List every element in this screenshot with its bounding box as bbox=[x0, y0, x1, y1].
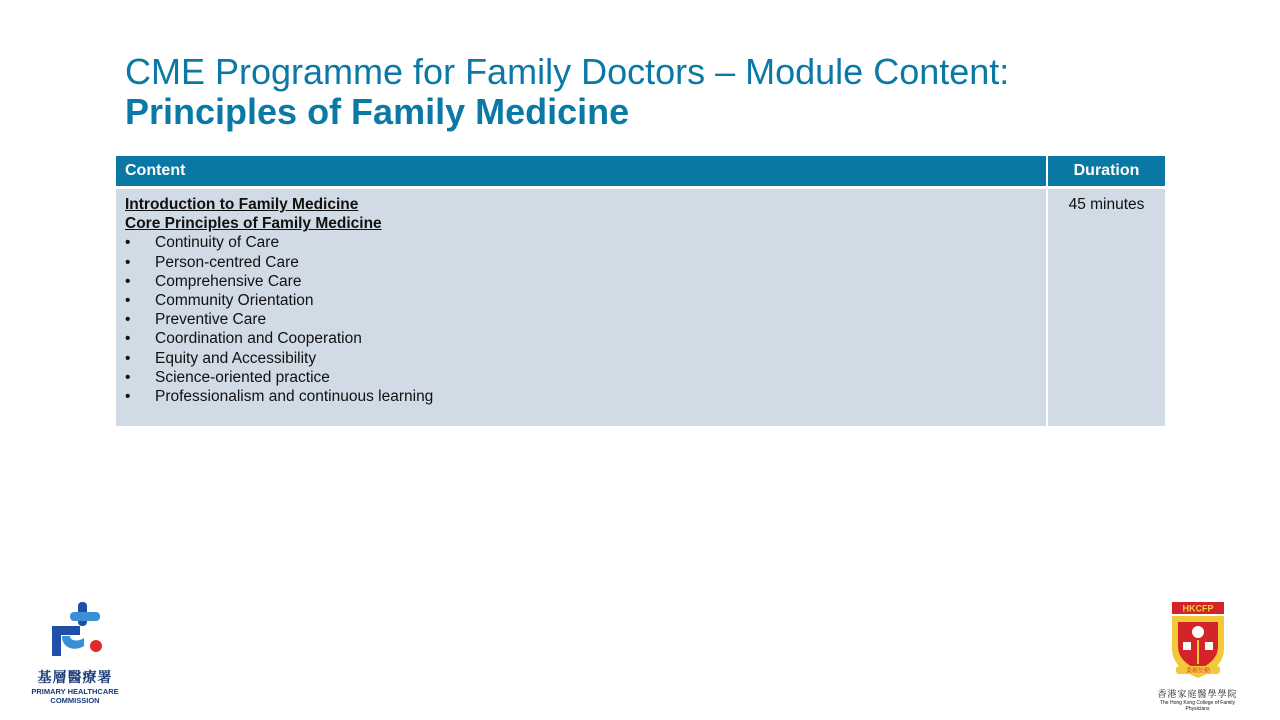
list-item bbox=[125, 349, 1037, 368]
list-item bbox=[125, 368, 1037, 387]
duration-cell: 45 minutes bbox=[1047, 189, 1165, 426]
hkcfp-crest-icon bbox=[1168, 600, 1228, 682]
bullet-marker: • bbox=[125, 234, 131, 252]
bullet-marker: • bbox=[125, 272, 131, 290]
content-cell bbox=[116, 189, 1047, 426]
list-item-text: Science-oriented practice bbox=[155, 368, 330, 386]
list-item-text: Coordination and Cooperation bbox=[155, 330, 362, 348]
bullet-marker: • bbox=[125, 253, 131, 271]
bullet-marker: • bbox=[125, 330, 131, 348]
list-item bbox=[125, 233, 1037, 252]
header-content: Content bbox=[116, 156, 1047, 186]
slide-title bbox=[125, 52, 1225, 132]
bullet-marker: • bbox=[125, 368, 131, 386]
list-item-text: Professionalism and continuous learning bbox=[155, 388, 434, 406]
phc-english-name-2: COMMISSION bbox=[50, 696, 100, 705]
heading-core-principles: Core Principles of Family Medicine bbox=[125, 215, 382, 233]
bullet-marker: • bbox=[125, 292, 131, 310]
list-item bbox=[125, 387, 1037, 406]
list-item bbox=[125, 253, 1037, 272]
list-item-text: Preventive Care bbox=[155, 311, 267, 329]
phc-chinese-name: 基層醫療署 bbox=[37, 670, 113, 686]
list-item bbox=[125, 272, 1037, 291]
list-item bbox=[125, 291, 1037, 310]
list-item-text: Person-centred Care bbox=[155, 253, 299, 271]
bullet-marker: • bbox=[125, 311, 131, 329]
list-item-text: Comprehensive Care bbox=[155, 272, 302, 290]
heading-intro: Introduction to Family Medicine bbox=[125, 196, 359, 213]
table-header-row bbox=[116, 156, 1165, 186]
phc-emblem-icon bbox=[40, 600, 110, 662]
phc-english-name-1: PRIMARY HEALTHCARE bbox=[31, 687, 119, 696]
crest-motto-text: 業精於勤 bbox=[1185, 667, 1210, 675]
list-item bbox=[125, 329, 1037, 348]
hkcfp-english-name: The Hong Kong College of Family Physicians bbox=[1159, 700, 1236, 712]
crest-banner-text: HKCFP bbox=[1182, 603, 1213, 614]
bullet-marker: • bbox=[125, 388, 131, 406]
list-item bbox=[125, 310, 1037, 329]
phc-logo bbox=[30, 600, 120, 704]
bullet-marker: • bbox=[125, 349, 131, 367]
hkcfp-logo bbox=[1150, 600, 1245, 712]
list-item-text: Community Orientation bbox=[155, 292, 314, 310]
module-content-table bbox=[116, 156, 1165, 426]
list-item-text: Continuity of Care bbox=[155, 234, 280, 252]
title-line-2: Principles of Family Medicine bbox=[125, 91, 630, 132]
title-line-1: CME Programme for Family Doctors – Module Content: bbox=[125, 51, 1010, 92]
list-item-text: Equity and Accessibility bbox=[155, 349, 317, 367]
header-duration: Duration bbox=[1047, 156, 1165, 186]
hkcfp-chinese-name: 香港家庭醫學學院 bbox=[1157, 690, 1238, 700]
table-row bbox=[116, 189, 1165, 426]
principles-list bbox=[125, 233, 1037, 406]
